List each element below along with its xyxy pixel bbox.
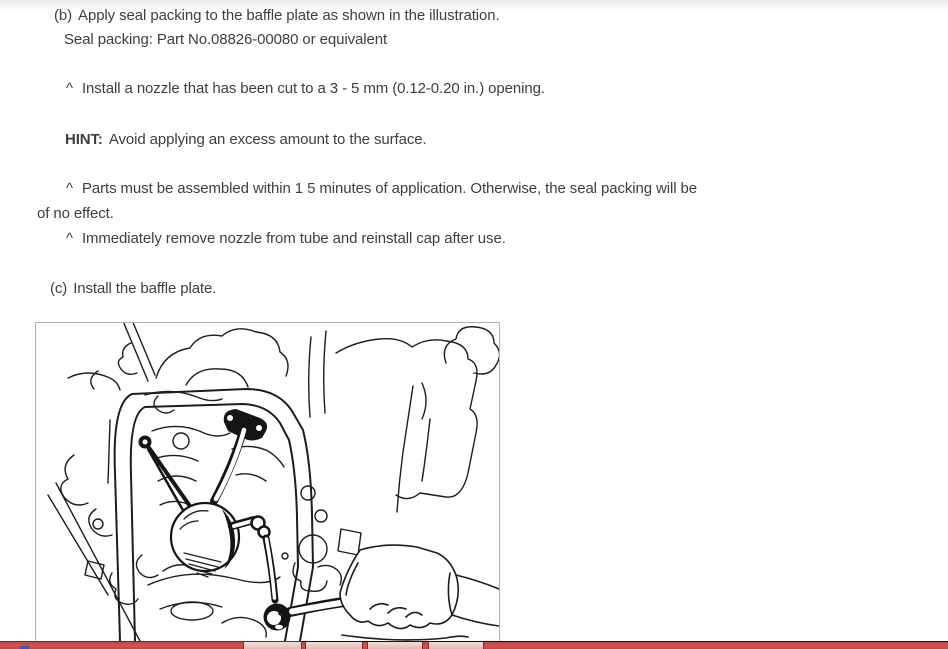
bullet-nozzle-text: Install a nozzle that has been cut to a 3 - 5 mm (0.12-0.20 in.) opening.	[81, 80, 545, 97]
toolbar-button-2[interactable]	[305, 642, 363, 649]
bullet-assembly-line1	[66, 179, 697, 199]
bullet-cap-line	[66, 229, 506, 249]
toolbar-button-3[interactable]	[367, 642, 423, 649]
bullet-nozzle-line	[66, 79, 545, 99]
toolbar-button-4[interactable]	[428, 642, 484, 649]
hint-line	[65, 130, 427, 150]
hint-label: HINT:	[65, 131, 103, 148]
step-b-label: (b)	[54, 7, 73, 24]
seal-packing-spec: Seal packing: Part No.08826-00080 or equivalent	[64, 31, 388, 48]
bullet-marker: ^	[66, 180, 73, 197]
step-b-text: Apply seal packing to the baffle plate as shown in the illustration.	[78, 7, 500, 24]
bullet-assembly-line2: of no effect.	[37, 205, 114, 222]
bottom-toolbar	[0, 641, 948, 649]
step-b-line	[54, 6, 500, 26]
step-c-label: (c)	[50, 280, 68, 297]
step-c-text: Install the baffle plate.	[73, 280, 217, 297]
hint-text: Avoid applying an excess amount to the surface.	[108, 131, 427, 148]
bullet-cap-text: Immediately remove nozzle from tube and reinstall cap after use.	[81, 230, 506, 247]
illustration-panel	[35, 322, 500, 642]
step-c-line	[50, 279, 216, 299]
baffle-plate-illustration	[36, 323, 499, 641]
bullet-marker: ^	[66, 230, 73, 247]
bullet-assembly-text1: Parts must be assembled within 1 5 minutes of application. Otherwise, the seal packing will be	[81, 180, 698, 197]
bullet-marker: ^	[66, 80, 73, 97]
toolbar-button-1[interactable]	[243, 642, 302, 649]
